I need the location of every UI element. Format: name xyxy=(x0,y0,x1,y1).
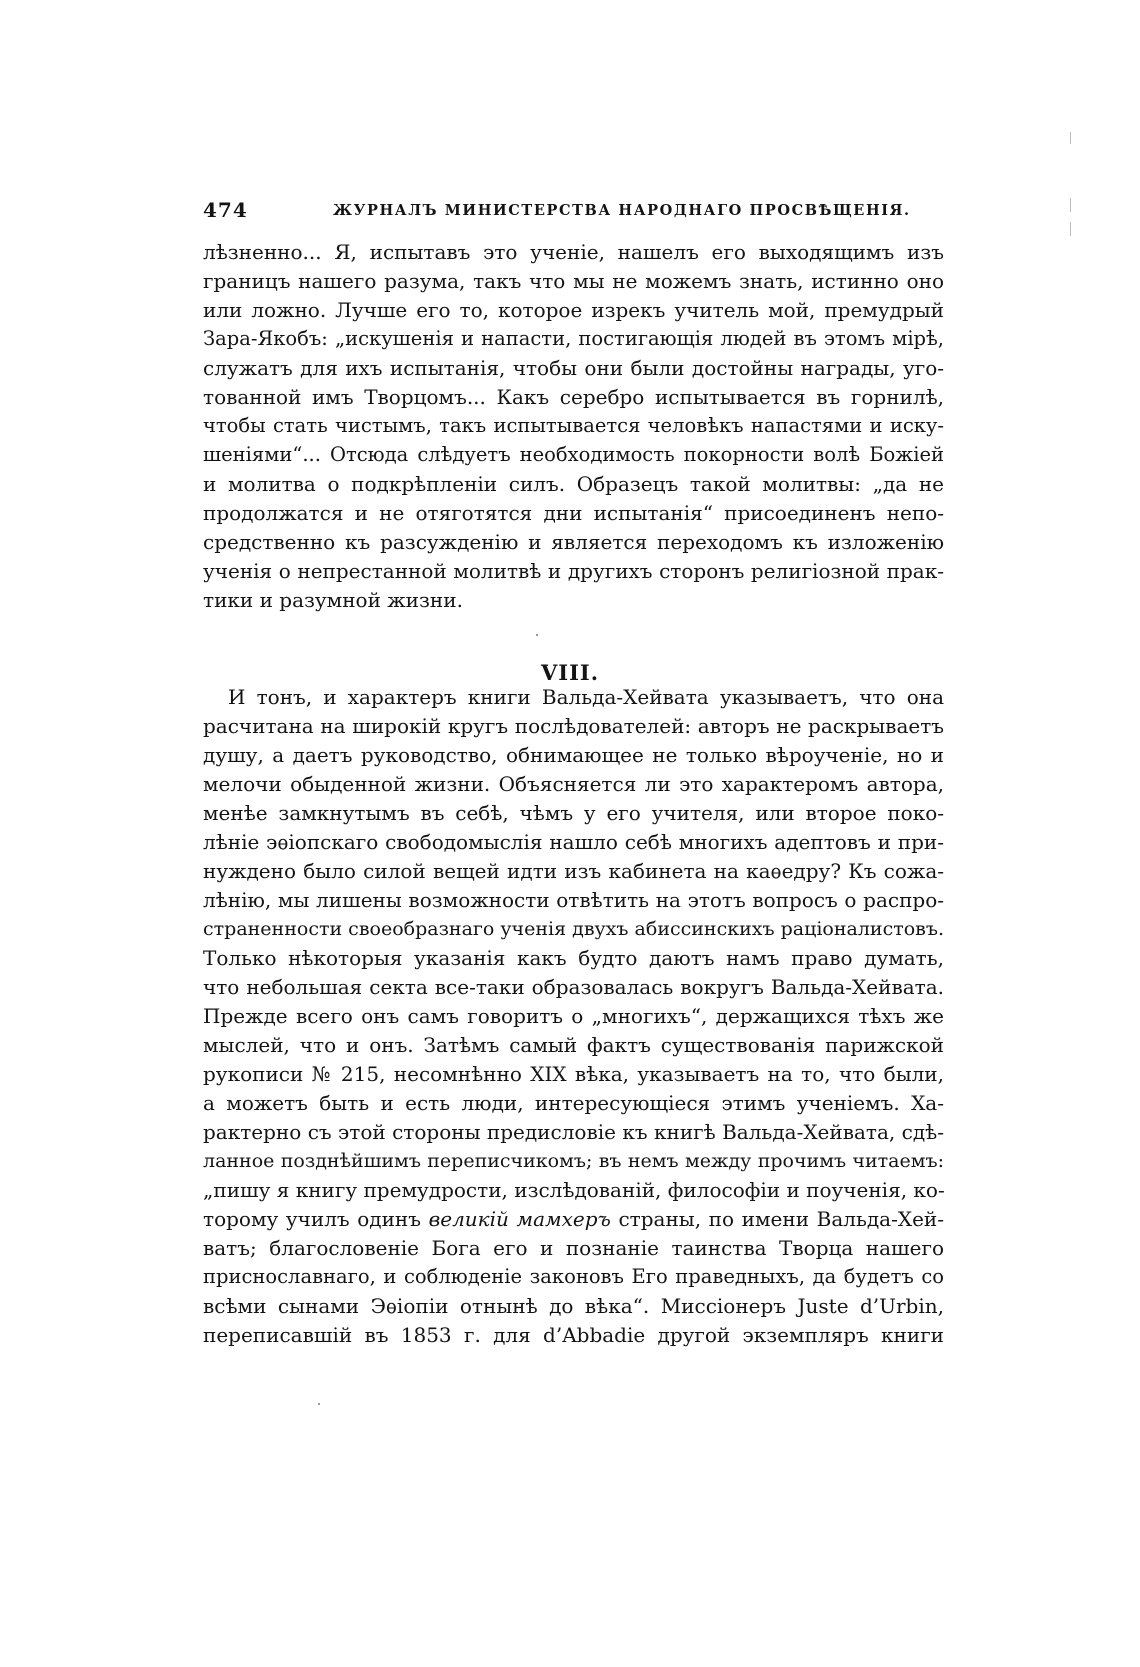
text-line: или ложно. Лучше его то, которое изрекъ учитель мой, премудрый xyxy=(203,298,944,322)
text-line: мелочи обыденной жизни. Объясняется ли это характеромъ автора, xyxy=(203,772,944,796)
text-line: служатъ для ихъ испытанія, чтобы они были достойны награды, уго- xyxy=(203,356,944,380)
text-line: менѣе замкнутымъ въ себѣ, чѣмъ у его учителя, или второе поко- xyxy=(203,801,944,825)
text-line: Зара-Якобъ: „искушенія и напасти, постигающія людей въ этомъ мірѣ, xyxy=(203,327,944,350)
text-line: „пишу я книгу премудрости, изслѣдованій, философіи и поученія, ко- xyxy=(203,1178,945,1202)
text-line: Прежде всего онъ самъ говоритъ о „многихъ“, держащихся тѣхъ же xyxy=(203,1004,944,1028)
text-line: и молитва о подкрѣпленіи силъ. Образецъ такой молитвы: „да не xyxy=(203,472,944,496)
text-line: лѣніе эѳіопскаго свободомыслія нашло себѣ многихъ адептовъ и при- xyxy=(203,830,944,854)
page-number: 474 xyxy=(203,198,248,222)
text-line: лѣнію, мы лишены возможности отвѣтить на этотъ вопросъ о распро- xyxy=(203,888,944,912)
text-line: рукописи № 215, несомнѣнно XIX вѣка, указываетъ на то, что были, xyxy=(203,1062,944,1086)
text-line: лѣзненно... Я, испытавъ это ученіе, нашелъ его выходящимъ изъ xyxy=(203,240,944,264)
page-header xyxy=(203,198,943,228)
text-line: переписавшій въ 1853 г. для d’Abbadie другой экземпляръ книги xyxy=(203,1323,944,1347)
text-line: душу, а даетъ руководство, обнимающее не только вѣроученіе, но и xyxy=(203,743,944,767)
text-line: ланное позднѣйшимъ переписчикомъ; въ немъ между прочимъ читаемъ: xyxy=(203,1150,944,1172)
text-line: И тонъ, и характеръ книги Вальда-Хейвата указываетъ, что она xyxy=(228,685,944,709)
text-line: что небольшая секта все-таки образовалась вокругъ Вальда-Хейвата. xyxy=(203,975,944,999)
text-line: тики и разумной жизни. xyxy=(203,588,463,612)
text-line: тованной имъ Творцомъ... Какъ серебро испытывается въ горнилѣ, xyxy=(203,385,944,409)
text-line: расчитана на широкій кругъ послѣдователей: авторъ не раскрываетъ xyxy=(203,714,944,738)
text-line: всѣми сынами Эѳіопіи отнынѣ до вѣка“. Миссіонеръ Juste d’Urbin, xyxy=(203,1294,944,1318)
text-line: а можетъ быть и есть люди, интересующіеся этимъ ученіемъ. Ха- xyxy=(203,1091,944,1115)
text-line: шеніями“... Отсюда слѣдуетъ необходимость покорности волѣ Божіей xyxy=(203,443,944,466)
scan-speck xyxy=(536,634,538,636)
scan-speck xyxy=(318,1403,320,1405)
running-title: ЖУРНАЛЪ МИНИСТЕРСТВА НАРОДНАГО ПРОСВѢЩЕНІЯ. xyxy=(333,202,911,219)
text-line: чтобы стать чистымъ, такъ испытывается человѣкъ напастями и иску- xyxy=(203,414,944,437)
scan-mark xyxy=(1070,198,1071,212)
scan-mark xyxy=(1070,132,1071,144)
text-line: границъ нашего разума, такъ что мы не можемъ знать, истинно оно xyxy=(203,269,944,293)
text-line: средственно къ разсужденію и является переходомъ къ изложенію xyxy=(203,530,944,554)
text-line: продолжатся и не отяготятся дни испытанія“ присоединенъ непо- xyxy=(203,501,944,525)
scan-mark xyxy=(1070,222,1071,236)
text-line: ватъ; благословеніе Бога его и познаніе таинства Творца нашего xyxy=(203,1236,944,1260)
text-line: нуждено было силой вещей идти изъ кабинета на каѳедру? Къ сожа- xyxy=(203,859,944,883)
text-line: торому училъ одинъ великій мамхеръ страны, по имени Вальда-Хей- xyxy=(203,1207,945,1231)
text-line: Только нѣкоторыя указанія какъ будто даютъ намъ право думать, xyxy=(203,946,944,970)
text-line: страненности своеобразнаго ученія двухъ абиссинскихъ раціоналистовъ. xyxy=(203,918,944,940)
section-heading: VIII. xyxy=(540,660,600,685)
text-line: приснославнаго, и соблюденіе законовъ Его праведныхъ, да будетъ со xyxy=(203,1265,944,1288)
text-line: рактерно съ этой стороны предисловіе къ книгѣ Вальда-Хейвата, сдѣ- xyxy=(203,1120,944,1144)
text-line: мыслей, что и онъ. Затѣмъ самый фактъ существованія парижской xyxy=(203,1033,944,1057)
text-line: ученія о непрестанной молитвѣ и другихъ сторонъ религіозной прак- xyxy=(203,559,944,583)
